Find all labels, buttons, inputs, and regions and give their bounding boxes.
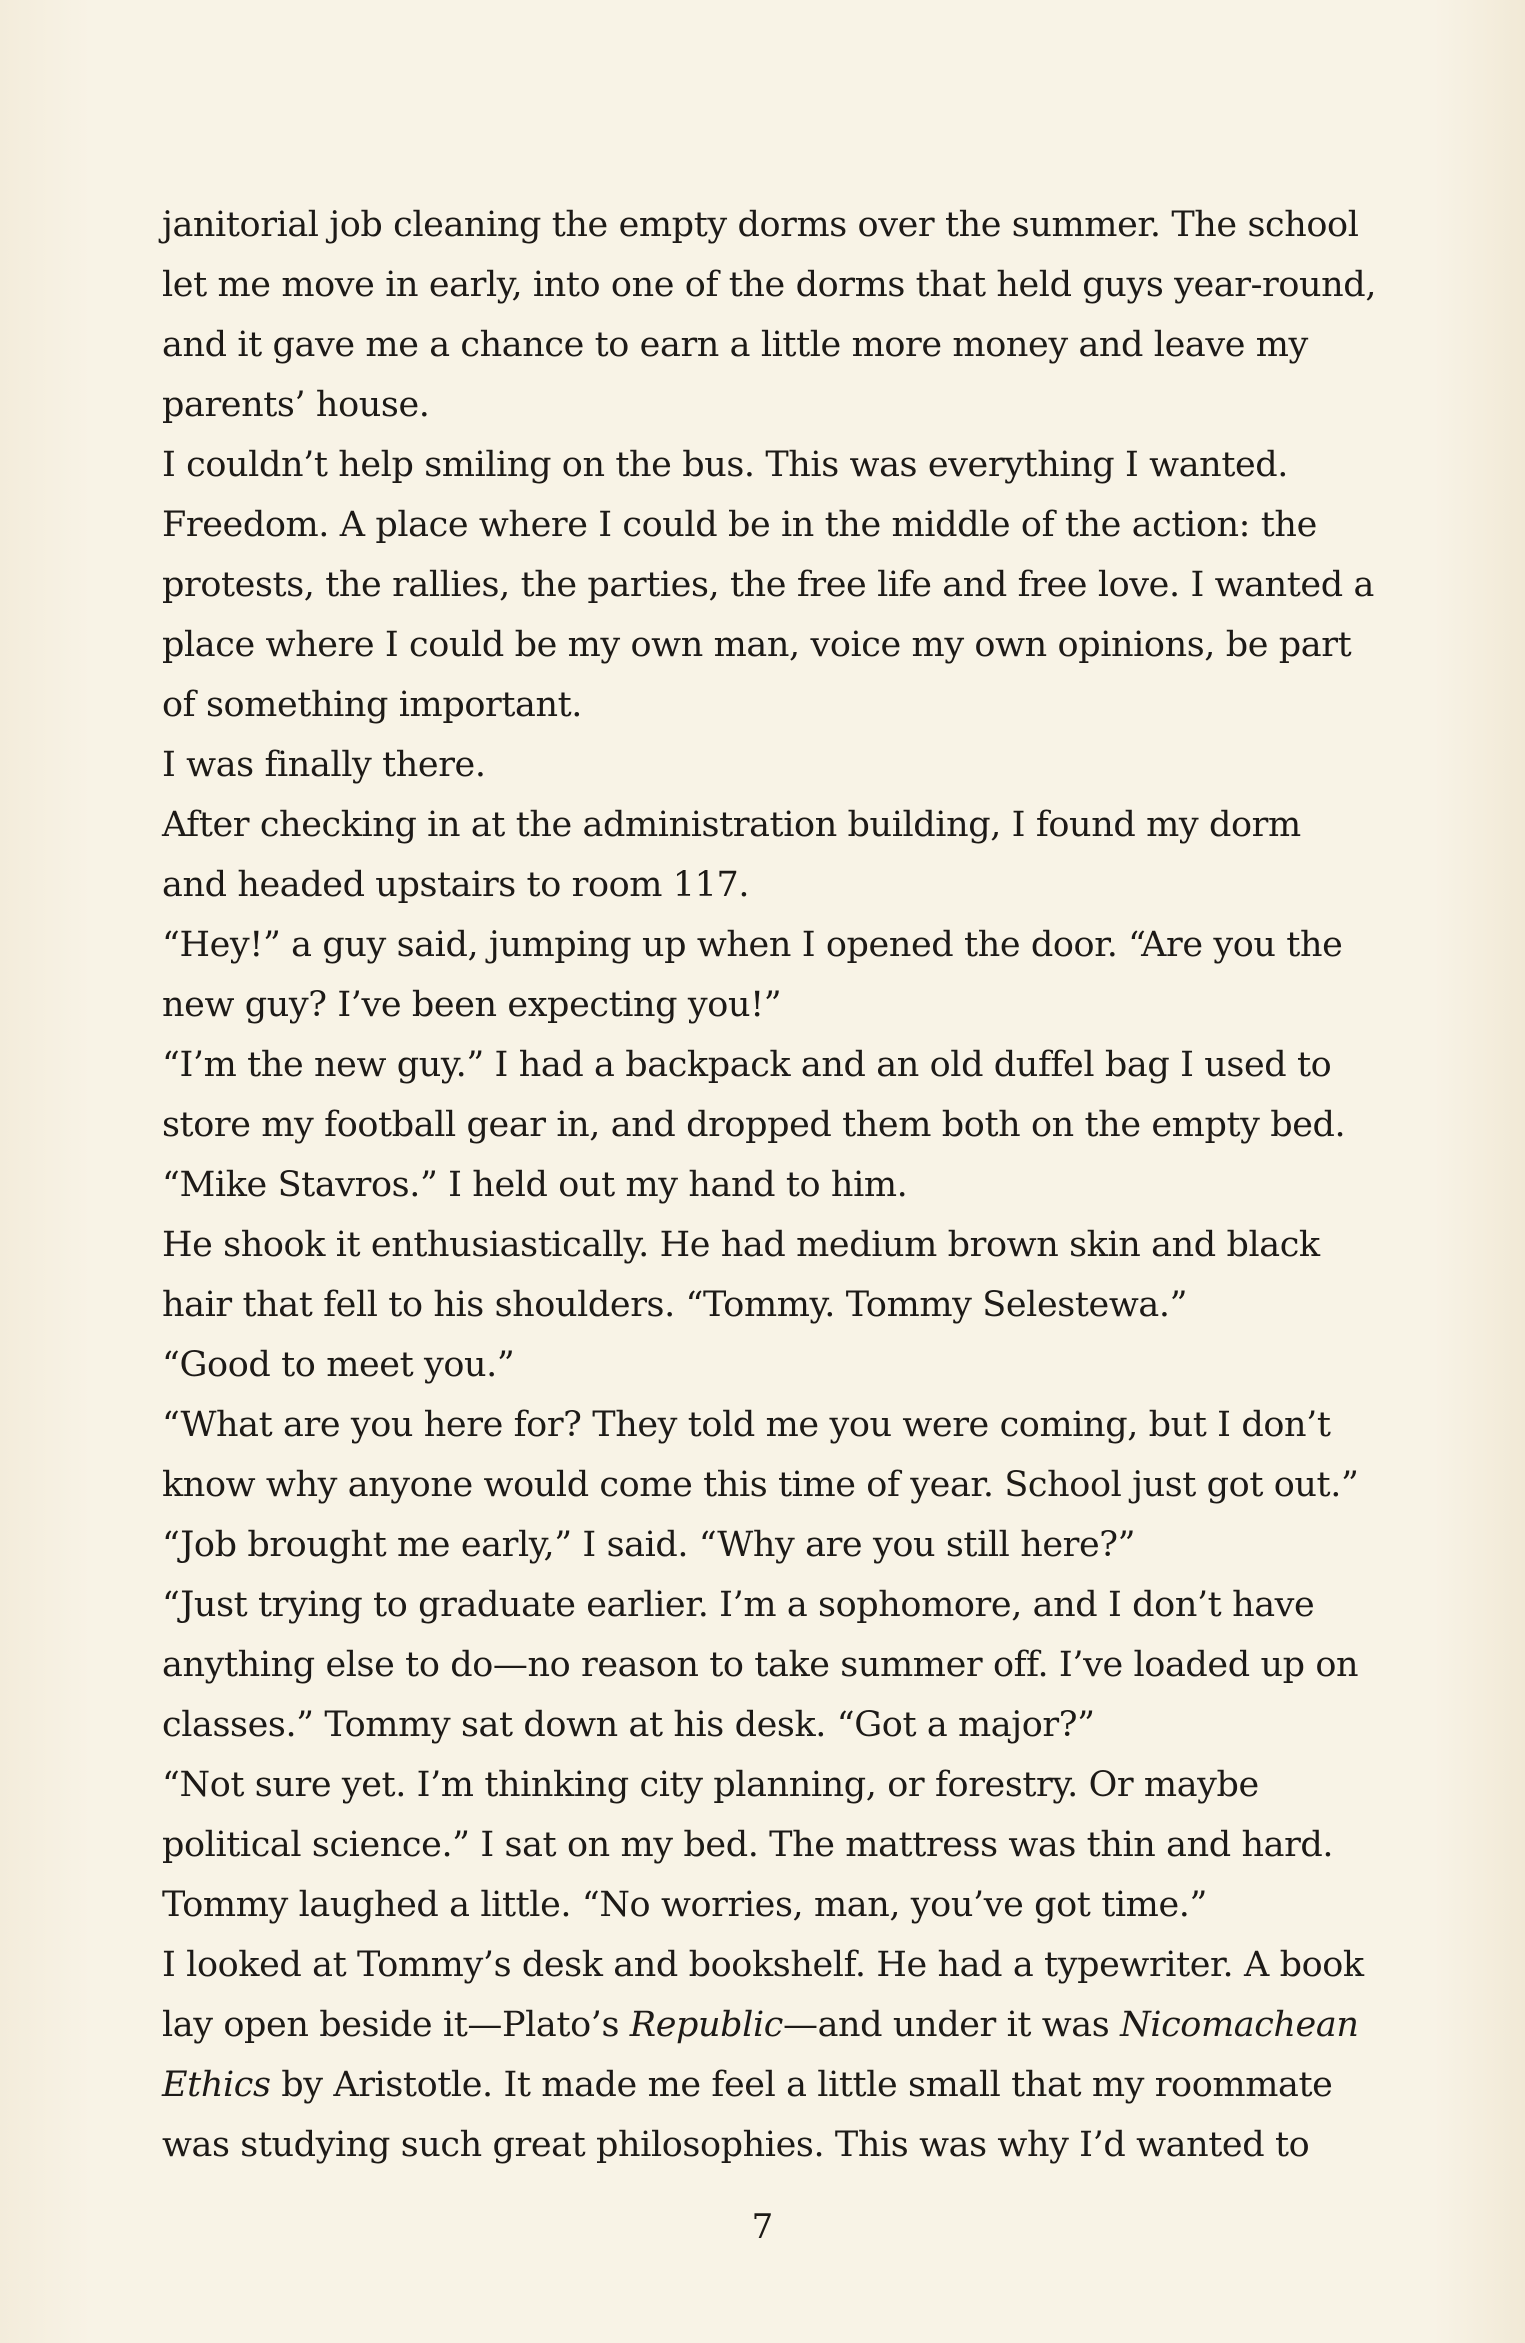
text-line: I couldn’t help smiling on the bus. This was everything I wanted. [162,445,1289,485]
text-line: I was finally there. [162,745,486,785]
text-line: and it gave me a chance to earn a little more money and leave my [162,325,1308,365]
book-title-nicomachean: Nicomachean [1120,2005,1359,2045]
text-line: “Mike Stavros.” I held out my hand to him. [162,1165,908,1205]
text-line: political science.” I sat on my bed. The mattress was thin and hard. [162,1825,1334,1865]
text-line: Tommy laughed a little. “No worries, man, you’ve got time.” [162,1885,1207,1925]
body-text [162,195,1377,2175]
text-line: After checking in at the administration building, I found my dorm [162,805,1301,845]
text-line: “What are you here for? They told me you were coming, but I don’t [162,1405,1331,1445]
text-line: of something important. [162,685,583,725]
text-line: “Good to meet you.” [162,1345,515,1385]
text-line: was studying such great philosophies. This was why I’d wanted to [162,2125,1310,2165]
text-line: lay open beside it—Plato’s Republic—and under it was Nicomachean [162,2005,1359,2045]
text-line: janitorial job cleaning the empty dorms over the summer. The school [162,205,1359,245]
text-line: “Just trying to graduate earlier. I’m a sophomore, and I don’t have [162,1585,1315,1625]
text-line: place where I could be my own man, voice my own opinions, be part [162,625,1352,665]
text-line: classes.” Tommy sat down at his desk. “Got a major?” [162,1705,1095,1745]
text-line: hair that fell to his shoulders. “Tommy. Tommy Selestewa.” [162,1285,1188,1325]
text-line: Freedom. A place where I could be in the middle of the action: the [162,505,1317,545]
text-line: store my football gear in, and dropped them both on the empty bed. [162,1105,1346,1145]
text-line: let me move in early, into one of the dorms that held guys year-round, [162,265,1377,305]
text-line: I looked at Tommy’s desk and bookshelf. He had a typewriter. A book [162,1945,1364,1985]
text-line: “I’m the new guy.” I had a backpack and an old duffel bag I used to [162,1045,1332,1085]
text-line: Ethics by Aristotle. It made me feel a little small that my roommate [162,2065,1333,2105]
book-title-ethics: Ethics [162,2065,271,2105]
book-title-republic: Republic [629,2005,783,2045]
text-line: “Not sure yet. I’m thinking city planning, or forestry. Or maybe [162,1765,1259,1805]
text-line: “Job brought me early,” I said. “Why are you still here?” [162,1525,1136,1565]
text-line: “Hey!” a guy said, jumping up when I opened the door. “Are you the [162,925,1343,965]
page-number: 7 [751,2207,774,2247]
text-line: anything else to do—no reason to take summer off. I’ve loaded up on [162,1645,1359,1685]
text-line: new guy? I’ve been expecting you!” [162,985,782,1025]
text-line: know why anyone would come this time of year. School just got out.” [162,1465,1359,1505]
text-line: protests, the rallies, the parties, the free life and free love. I wanted a [162,565,1374,605]
text-line: parents’ house. [162,385,430,425]
text-line: He shook it enthusiastically. He had medium brown skin and black [162,1225,1320,1265]
text-line: and headed upstairs to room 117. [162,865,750,905]
